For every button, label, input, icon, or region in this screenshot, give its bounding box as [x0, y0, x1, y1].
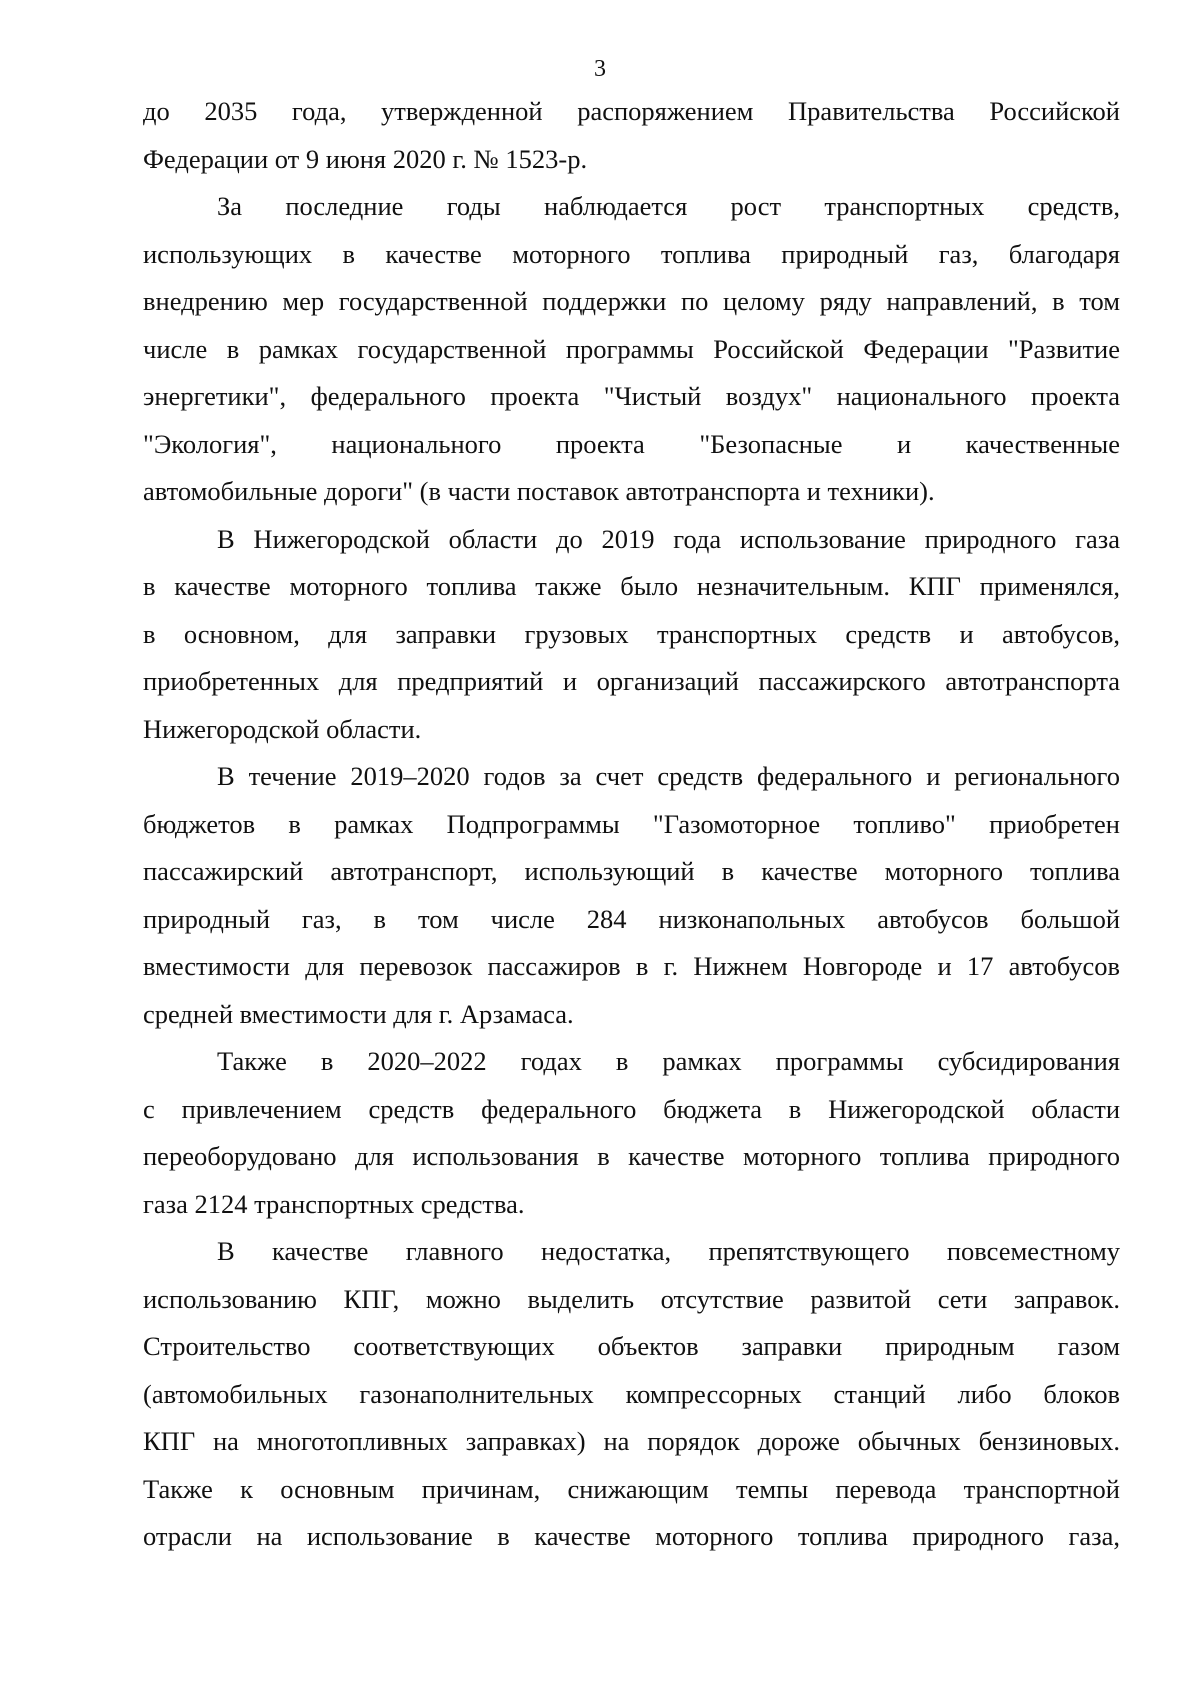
- text-line: (автомобильных газонаполнительных компрессорных станций либо блоков: [143, 1378, 1120, 1409]
- text-line: В качестве главного недостатка, препятствующего повсеместному: [217, 1236, 1120, 1266]
- text-line: Также к основным причинам, снижающим темпы перевода транспортной: [143, 1473, 1120, 1504]
- text-line: с привлечением средств федерального бюджета в Нижегородской области: [143, 1093, 1120, 1124]
- text-line: использующих в качестве моторного топлива природный газ, благодаря: [143, 238, 1120, 269]
- text-line: числе в рамках государственной программы Российской Федерации "Развитие: [143, 333, 1120, 364]
- text-line: автомобильные дороги" (в части поставок автотранспорта и техники).: [143, 476, 935, 506]
- text-line: вместимости для перевозок пассажиров в г. Нижнем Новгороде и 17 автобусов: [143, 951, 1120, 981]
- text-line: в основном, для заправки грузовых транспортных средств и автобусов,: [143, 618, 1120, 649]
- text-line: Нижегородской области.: [143, 713, 422, 744]
- text-line: КПГ на многотопливных заправках) на порядок дороже обычных бензиновых.: [143, 1426, 1120, 1456]
- text-line: бюджетов в рамках Подпрограммы "Газомоторное топливо" приобретен: [143, 808, 1120, 839]
- text-line: средней вместимости для г. Арзамаса.: [143, 998, 574, 1029]
- text-line: внедрению мер государственной поддержки по целому ряду направлений, в том: [143, 286, 1120, 316]
- page-number: 3: [594, 56, 606, 82]
- text-line: газа 2124 транспортных средства.: [143, 1188, 525, 1219]
- document-body: [143, 88, 1120, 1561]
- text-line: "Экология", национального проекта "Безопасные и качественные: [143, 428, 1120, 459]
- text-line: использованию КПГ, можно выделить отсутствие развитой сети заправок.: [143, 1283, 1120, 1314]
- text-line: приобретенных для предприятий и организаций пассажирского автотранспорта: [143, 666, 1120, 696]
- text-line: отрасли на использование в качестве моторного топлива природного газа,: [143, 1521, 1120, 1551]
- text-line: За последние годы наблюдается рост транспортных средств,: [217, 191, 1120, 221]
- text-line: В течение 2019–2020 годов за счет средств федерального и регионального: [217, 761, 1120, 791]
- text-line: переоборудовано для использования в качестве моторного топлива природного: [143, 1141, 1120, 1171]
- text-line: в качестве моторного топлива также было незначительным. КПГ применялся,: [143, 571, 1120, 601]
- text-line: природный газ, в том числе 284 низконапольных автобусов большой: [143, 903, 1120, 934]
- text-line: до 2035 года, утвержденной распоряжением Правительства Российской: [143, 96, 1120, 126]
- text-line: В Нижегородской области до 2019 года использование природного газа: [217, 523, 1120, 554]
- text-line: энергетики", федерального проекта "Чистый воздух" национального проекта: [143, 381, 1120, 411]
- text-line: пассажирский автотранспорт, использующий в качестве моторного топлива: [143, 856, 1120, 886]
- text-line: Строительство соответствующих объектов заправки природным газом: [143, 1331, 1120, 1361]
- text-line: Также в 2020–2022 годах в рамках программы субсидирования: [217, 1046, 1120, 1076]
- text-line: Федерации от 9 июня 2020 г. № 1523-р.: [143, 143, 588, 174]
